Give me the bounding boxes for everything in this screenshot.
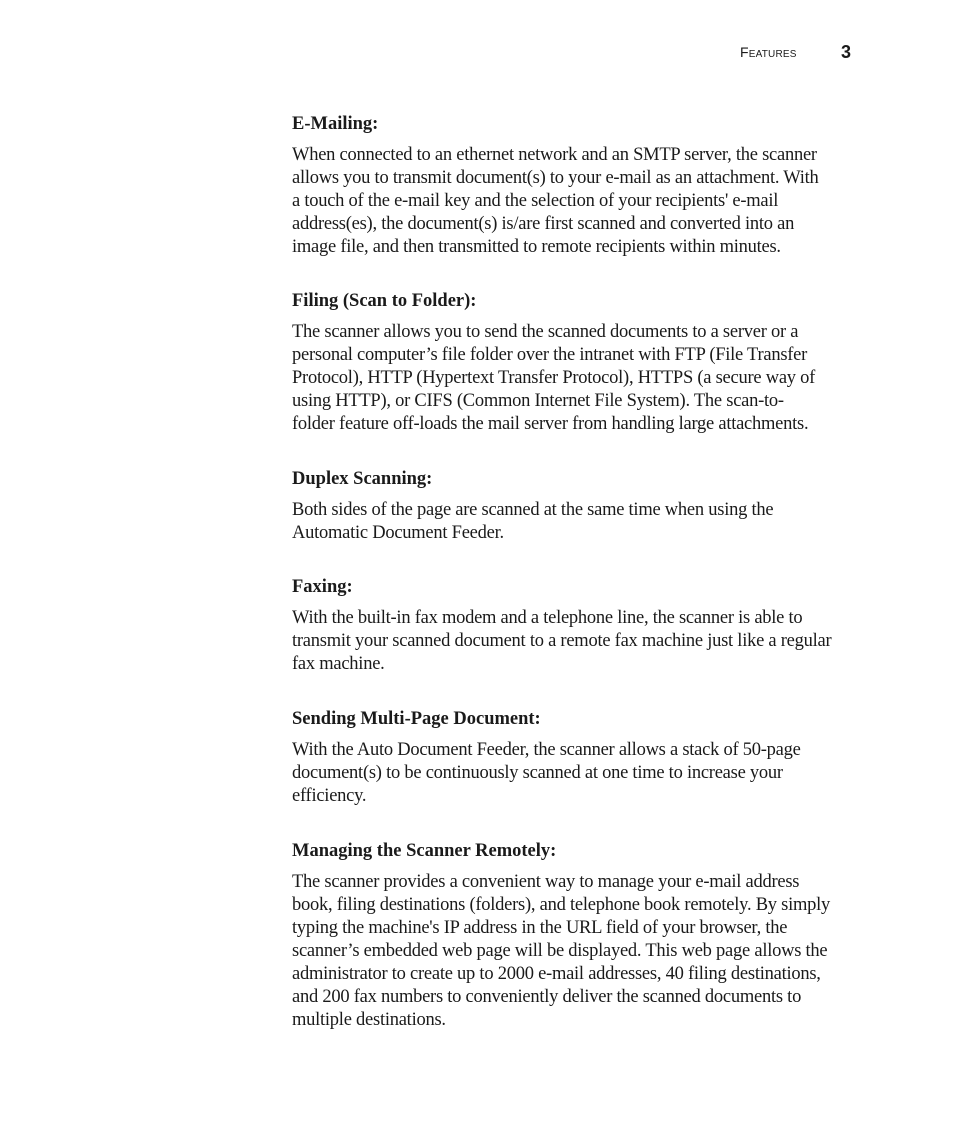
section-body [292,871,858,1032]
section-heading: Managing the Scanner Remotely: [292,841,557,861]
body-line: a touch of the e-mail key and the selection of your recipients' e-mail [292,191,779,211]
section-filing [292,289,858,436]
section-body [292,321,858,436]
section-heading: Faxing: [292,577,353,597]
body-line: With the Auto Document Feeder, the scanner allows a stack of 50-page [292,740,801,760]
section-body [292,739,858,808]
section-duplex-scanning [292,467,858,545]
body-line: image file, and then transmitted to remote recipients within minutes. [292,237,781,257]
section-heading: Filing (Scan to Folder): [292,291,477,311]
body-line: Protocol), HTTP (Hypertext Transfer Protocol), HTTPS (a secure way of [292,368,816,388]
body-line: The scanner allows you to send the scanned documents to a server or a [292,322,799,342]
body-line: With the built-in fax modem and a telephone line, the scanner is able to [292,608,803,628]
body-line: efficiency. [292,786,367,806]
body-line: typing the machine's IP address in the URL field of your browser, the [292,918,788,938]
section-faxing [292,575,858,676]
section-e-mailing [292,112,858,259]
section-body [292,144,858,259]
body-line: The scanner provides a convenient way to manage your e-mail address [292,872,800,892]
body-line: personal computer’s file folder over the intranet with FTP (File Transfer [292,345,808,365]
body-line: When connected to an ethernet network and an SMTP server, the scanner [292,145,817,165]
section-heading: Duplex Scanning: [292,469,433,489]
section-remote-management [292,839,858,1032]
body-line: document(s) to be continuously scanned at one time to increase your [292,763,783,783]
body-line: fax machine. [292,654,385,674]
body-line: allows you to transmit document(s) to your e-mail as an attachment. With [292,168,819,188]
body-line: Both sides of the page are scanned at the same time when using the [292,500,774,520]
body-line: using HTTP), or CIFS (Common Internet File System). The scan-to- [292,391,784,411]
running-header-title: Features [740,44,797,60]
body-line: and 200 fax numbers to conveniently deliver the scanned documents to [292,987,802,1007]
running-header [740,42,855,64]
section-heading: Sending Multi-Page Document: [292,709,541,729]
body-line: scanner’s embedded web page will be displayed. This web page allows the [292,941,828,961]
body-line: book, filing destinations (folders), and telephone book remotely. By simply [292,895,831,915]
section-body [292,607,858,676]
page-number: 3 [841,42,852,62]
body-line: multiple destinations. [292,1010,446,1030]
section-body [292,499,858,545]
body-line: folder feature off-loads the mail server from handling large attachments. [292,414,809,434]
body-line: Automatic Document Feeder. [292,523,504,543]
body-line: address(es), the document(s) is/are first scanned and converted into an [292,214,795,234]
section-multi-page [292,707,858,808]
section-heading: E-Mailing: [292,114,379,134]
body-line: administrator to create up to 2000 e-mail addresses, 40 filing destinations, [292,964,821,984]
body-line: transmit your scanned document to a remote fax machine just like a regular [292,631,832,651]
